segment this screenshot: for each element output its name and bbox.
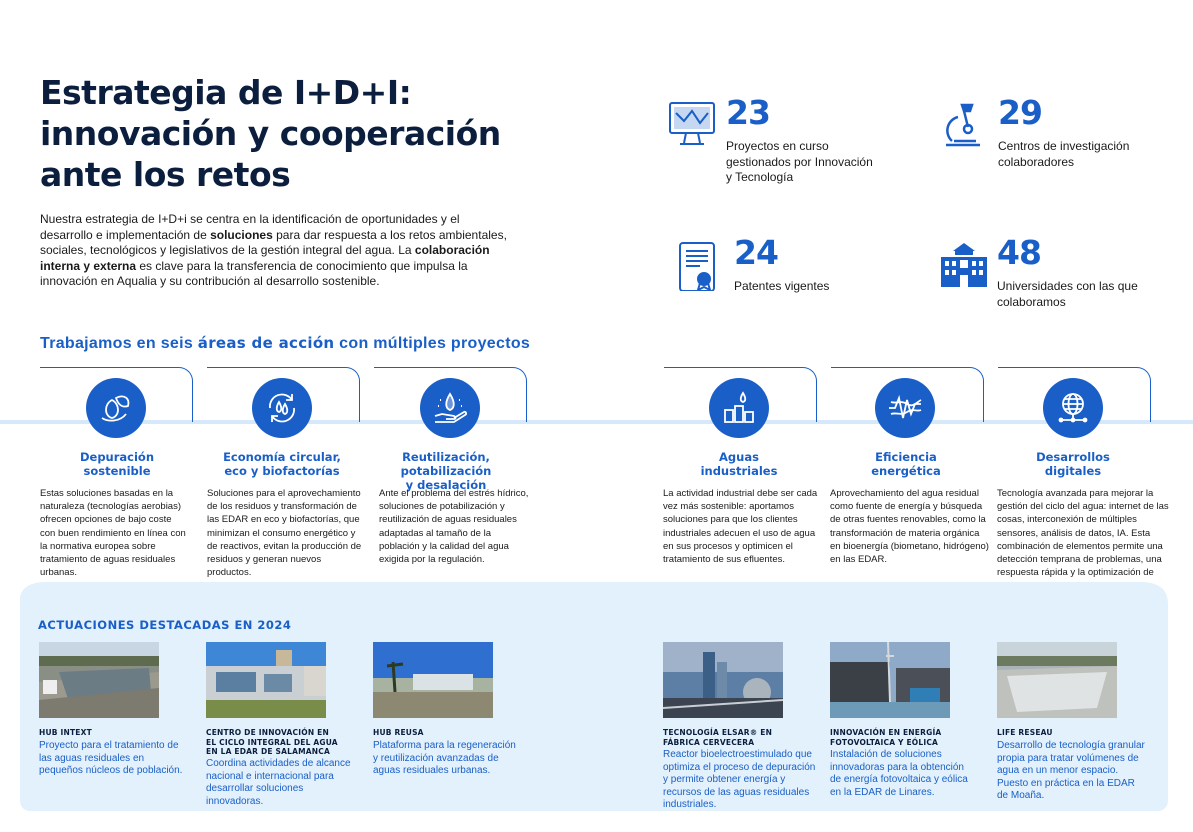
case-description: Desarrollo de tecnología granular propia para tratar volúmenes de agua en un menor espacio. Puesto en práctica en la EDAR de Moaña.: [997, 740, 1145, 801]
hand-drop-icon: [432, 390, 468, 426]
stat-label: Patentes vigentes: [734, 279, 830, 293]
area-icon-circle: [709, 378, 769, 438]
case-title: TECNOLOGÍA ELSAR® EN FÁBRICA CERVECERA: [663, 728, 773, 747]
intro-bold: colaboración interna y externa: [40, 243, 490, 273]
area-title: [654, 450, 824, 478]
area-title-line: Depuración: [79, 450, 155, 464]
areas-heading: [40, 334, 530, 353]
title-line: Estrategia de I+D+I:: [40, 73, 412, 112]
globe-network-icon: [1055, 390, 1091, 426]
stat-value: 29: [998, 93, 1042, 132]
area-icon-circle: [86, 378, 146, 438]
case-title: INNOVACIÓN EN ENERGÍA FOTOVOLTAICA Y EÓLICA: [830, 728, 942, 747]
intro-text: es clave para la transferencia de conocimiento que impulsa la innovación en Aqualia y su contribución al desarrollo sostenible.: [40, 258, 468, 288]
stat-value: 48: [997, 233, 1041, 272]
case-title: CENTRO DE INNOVACIÓN EN EL CICLO INTEGRAL DEL AGUA EN LA EDAR DE SALAMANCA: [206, 728, 338, 756]
area-title: [357, 450, 535, 492]
case-title: HUB INTEXT: [39, 728, 92, 737]
intro-paragraph: [40, 212, 510, 290]
stat-label: Centros de investigación colaboradores: [998, 139, 1130, 169]
intro-bold: soluciones: [210, 227, 273, 242]
heading-text: con múltiples proyectos: [334, 335, 531, 352]
area-title: [988, 450, 1158, 478]
area-title-line: y desalación: [405, 478, 487, 492]
area-title-line: energética: [871, 464, 941, 478]
case-description: Plataforma para la regeneración y reutilización avanzadas de aguas residuales urbanas.: [373, 740, 516, 776]
case-description: Instalación de soluciones innovadoras para la obtención de energía fotovoltaica y eólica en la EDAR de Linares.: [830, 749, 968, 798]
area-title-line: Reutilización, potabilización: [400, 450, 492, 478]
intro-text: Nuestra estrategia de I+D+i se centra en la identificación de oportunidades y el desarrollo e implementación de: [40, 212, 460, 242]
area-title-line: Desarrollos: [1036, 450, 1110, 464]
area-title-line: Eficiencia: [875, 450, 937, 464]
industry-drop-icon: [721, 390, 757, 426]
title-line: innovación y cooperación: [40, 114, 501, 153]
area-icon-circle: [1043, 378, 1103, 438]
photo-elsar-brewery: [663, 642, 783, 718]
photo-life-reseau: [997, 642, 1117, 718]
area-description: Aprovechamiento del agua residual como fuente de energía y búsqueda de otras fuentes renovables, como la transformación de materia orgánica en bioenergía (biometano, hidrógeno) en las EDAR.: [830, 488, 989, 566]
microscope-icon: [940, 101, 990, 151]
university-icon: [939, 241, 989, 291]
area-description: Ante el problema del estrés hídrico, soluciones de potabilización y reutilización de aguas residuales adaptadas al tamaño de la población y la calidad del agua exigida por la regulación.: [379, 488, 529, 566]
certificate-icon: [676, 241, 726, 291]
case-description: Reactor bioelectroestimulado que optimiza el proceso de depuración y permite obtener energía y recursos de las aguas residuales industriales.: [663, 749, 816, 810]
energy-flow-icon: [887, 390, 923, 426]
area-title-line: industriales: [700, 464, 778, 478]
photo-hub-reusa: [373, 642, 493, 718]
highlights-title: ACTUACIONES DESTACADAS EN 2024: [38, 618, 292, 632]
leaf-drop-icon: [98, 390, 134, 426]
area-icon-circle: [875, 378, 935, 438]
area-title-line: sostenible: [83, 464, 151, 478]
area-title-line: Aguas: [719, 450, 759, 464]
area-title: [197, 450, 367, 478]
area-title-line: Economía circular,: [223, 450, 341, 464]
case-description: Coordina actividades de alcance nacional e internacional para desarrollar soluciones innovadoras.: [206, 758, 351, 807]
stat-value: 24: [734, 233, 778, 272]
page-title: [40, 72, 580, 195]
area-icon-circle: [252, 378, 312, 438]
area-icon-circle: [420, 378, 480, 438]
case-title: LIFE RESEAU: [997, 728, 1053, 737]
case-title: HUB REUSA: [373, 728, 424, 737]
area-title: [32, 450, 202, 478]
area-title-line: digitales: [1044, 464, 1102, 478]
intro-text: para dar respuesta a los retos ambientales, sociales, tecnológicos y legislativos de la gestión integral del agua. La: [40, 227, 507, 257]
area-description: Tecnología avanzada para mejorar la gestión del ciclo del agua: internet de las cosas, interconexión de múltiples sensores, análisis de datos, IA. Esta combinación de elementos permite una detección temprana de problemas, una respuesta rápida y la optimización de: [997, 488, 1169, 579]
area-description: La actividad industrial debe ser cada vez más sostenible: aportamos soluciones para que los clientes industriales adecuen el uso de agua en sus procesos y optimicen el tratamiento de sus efluentes.: [663, 488, 818, 566]
stat-label: Proyectos en curso gestionados por Innovación y Tecnología: [726, 139, 873, 184]
photo-solar-wind: [830, 642, 950, 718]
photo-hub-intext: [39, 642, 159, 718]
title-line: ante los retos: [40, 155, 291, 194]
area-description: Soluciones para el aprovechamiento de los residuos y transformación de las EDAR en eco y biofactorías, que minimizan el consumo energético y de reactivos, evitan la producción de residuos y generan nuevos productos.: [207, 488, 362, 579]
case-description: Proyecto para el tratamiento de las aguas residuales en pequeños núcleos de población.: [39, 740, 183, 776]
recycle-drop-icon: [264, 390, 300, 426]
area-title-line: eco y biofactorías: [224, 464, 340, 478]
area-description: Estas soluciones basadas en la naturaleza (tecnologías aerobias) ofrecen opciones de bajo coste con buen rendimiento en línea con la normativa europea sobre tratamiento de aguas residuales urbanas.: [40, 488, 186, 579]
highlights-panel: [20, 582, 1168, 811]
area-title: [821, 450, 991, 478]
monitor-icon: [668, 101, 718, 151]
photo-salamanca-center: [206, 642, 326, 718]
heading-text: Trabajamos en seis: [40, 335, 198, 352]
heading-bold: áreas de acción: [197, 334, 335, 352]
stat-label: Universidades con las que colaboramos: [997, 279, 1138, 309]
stat-value: 23: [726, 93, 770, 132]
